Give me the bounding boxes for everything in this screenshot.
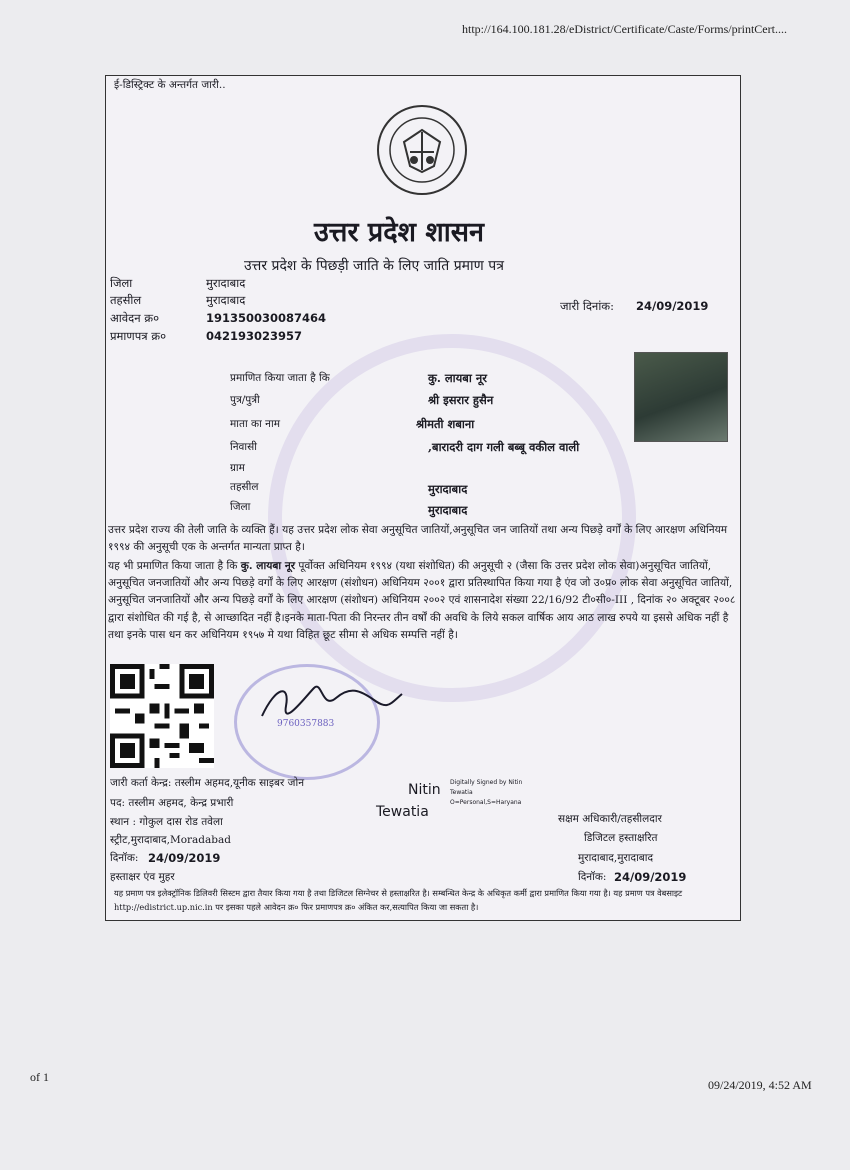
footer-note: यह प्रमाण पत्र इलेक्ट्रॉनिक डिलिवरी सिस्टम द्वारा तैयार किया गया है तथा डिजिटल सिग्नेचर से हस्ताक्षरित है। सम्बन्धित केन्द्र के अधिकृत कर्मी द्वारा प्रमाणित किया गया है। यह प्रमाण पत्र वेबसाइट http://edistrict.up.nic.in पर इसका पहले आवेदन क्र० फिर प्रमाणपत्र क्र० अंकित कर,सत्यापित किया जा सकता है।: [114, 888, 683, 912]
up-emblem-icon: [374, 102, 470, 198]
officer-date-label: दिनॉक:: [578, 871, 607, 883]
officer-place: मुरादाबाद,मुरादाबाद: [578, 852, 654, 864]
application-no-label: आवेदन क्र०: [110, 311, 160, 325]
digital-signer-last: Tewatia: [376, 804, 429, 820]
certified-value: कु. लायबा नूर: [428, 371, 487, 385]
tehsil-value: मुरादाबाद: [206, 293, 246, 307]
resident-label: निवासी: [230, 441, 257, 453]
issuer-date-label: दिनॉक:: [110, 852, 139, 864]
applicant-photo: [634, 352, 728, 442]
son-daughter-value: श्री इसरार हुसैन: [428, 393, 494, 407]
issuer-date: 24/09/2019: [148, 851, 221, 865]
issuer-sign-label: हस्ताक्षर एंव मुहर: [110, 871, 175, 883]
tehsil-label: तहसील: [110, 293, 142, 307]
top-note: ई-डिस्ट्रिक्ट के अन्तर्गत जारी..: [114, 79, 226, 91]
digital-sig-detail-2: Tewatia: [450, 789, 473, 796]
district-label: जिला: [110, 276, 133, 290]
certified-label: प्रमाणित किया जाता है कि: [230, 372, 330, 384]
stamp-phone: 9760357883: [277, 719, 335, 729]
village-label: ग्राम: [230, 462, 245, 474]
para-caste: उत्तर प्रदेश राज्य की तेली जाति के व्यक्ति हैं। यह उत्तर प्रदेश लोक सेवा अनुसूचित जातियों,अनुसूचित जन जातियों तथा अन्य पिछड़े वर्गों के लिए आरक्षण अधिनियम १९९४ की अनुसूची एक के अन्तर्गत मान्यता प्राप्त है।: [108, 524, 728, 554]
cert-no: 042193023957: [206, 329, 303, 343]
handwritten-signature: [256, 676, 406, 726]
mother-value: श्रीमती शबाना: [416, 417, 475, 431]
browser-url: http://164.100.181.28/eDistrict/Certificate/Caste/Forms/printCert....: [462, 22, 787, 36]
page-count: of 1: [30, 1070, 49, 1084]
district-field-label: जिला: [230, 501, 251, 513]
son-daughter-label: पुत्र/पुत्री: [230, 394, 260, 406]
cert-no-label: प्रमाणपत्र क्र०: [110, 329, 167, 343]
issuer-center: जारी कर्ता केन्द्र: तस्लीम अहमद,यूनीक साइबर जोन: [110, 777, 305, 789]
cert-subtitle: उत्तर प्रदेश के पिछड़ी जाति के लिए जाति प्रमाण पत्र: [244, 258, 504, 274]
para-certification: यह भी प्रमाणित किया जाता है कि कु. लायबा नूर पूर्वोक्त अधिनियम १९९४ (यथा संशोधित) की अनुसूची २ (जैसा कि उत्तर प्रदेश लोक सेवा)अनुसूचित जातियों, अनुसूचित जनजातियों और अन्य पिछड़े वर्गों के लिए आरक्षण (संशोधन) अधिनियम २००१ द्वारा प्रतिस्थापित किया गया है एंव जो उ०प्र० लोक सेवा अनुसूचित जातियों, अनुसूचित जनजातियों और अन्य पिछड़े वर्गों के लिए आरक्षण (संशोधन) अधिनियम २००२ एवं शासनादेश संख्या 22/16/92 टी०सी०-III , दिनांक २० अक्टूबर २००८ द्वारा संशोधित की गई है, से आच्छादित नहीं है।इनके माता-पिता की निरन्तर तीन वर्षों की अवधि के लिये सकल वार्षिक आय आठ लाख रुपये या इससे अधिक नहीं है तथा इनके पास धन कर अधिनियम १९५७ मे यथा विहित छूट सीमा से अधिक सम्पत्ति नहीं है।: [108, 560, 736, 641]
officer-date: 24/09/2019: [614, 870, 687, 884]
application-no: 191350030087464: [206, 311, 327, 325]
tehsil-field-label: तहसील: [230, 481, 259, 493]
watermark-seal: [268, 334, 636, 702]
digital-sig-detail-3: O=Personal,S=Haryana: [450, 799, 522, 806]
officer-title: सक्षम अधिकारी/तहसीलदार: [558, 813, 662, 825]
issuer-place-2: स्ट्रीट,मुरादाबाद,Moradabad: [110, 834, 231, 846]
cert-title: उत्तर प्रदेश शासन: [314, 217, 484, 248]
issue-date-label: जारी दिनांक:: [560, 299, 615, 313]
digital-sig-detail-1: Digitally Signed by Nitin: [450, 779, 523, 786]
digital-signer-first: Nitin: [408, 782, 441, 798]
tehsil-field-value: मुरादाबाद: [428, 482, 468, 496]
issuer-place: स्थान : गोकुल दास रोड तवेला: [110, 816, 223, 828]
resident-value: ,बारादरी दाग गली बब्बू वकील वाली: [428, 440, 580, 454]
issue-date: 24/09/2019: [636, 299, 709, 313]
district-field-value: मुरादाबाद: [428, 503, 468, 517]
mother-label: माता का नाम: [230, 418, 280, 430]
certificate: [105, 75, 741, 921]
print-datetime: 09/24/2019, 4:52 AM: [708, 1078, 812, 1092]
officer-digital: डिजिटल हस्ताक्षरित: [584, 832, 658, 844]
district-value: मुरादाबाद: [206, 276, 246, 290]
issuer-post: पद: तस्लीम अहमद, केन्द्र प्रभारी: [110, 797, 234, 809]
qr-code-icon: [110, 664, 214, 768]
